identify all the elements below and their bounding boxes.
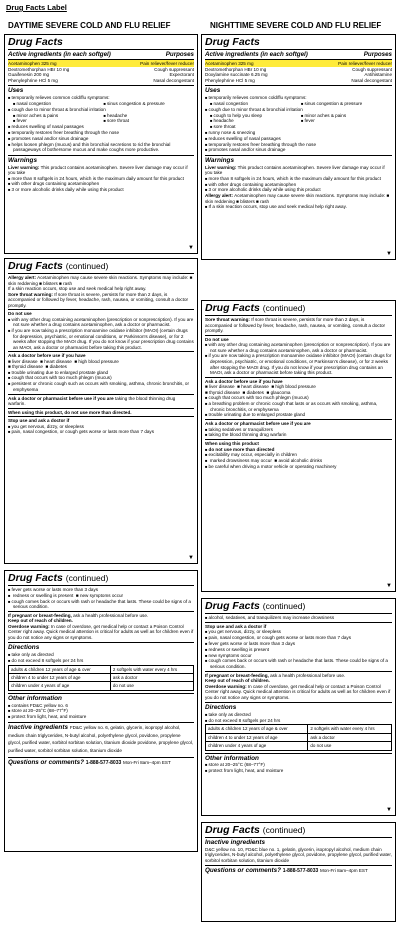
ingredient-purpose: Pain reliever/fever reducer xyxy=(140,61,194,67)
keep-out-of-reach: Keep out of reach of children. xyxy=(205,678,270,684)
table-cell: 2 softgels with water every 4 hrs xyxy=(308,725,392,733)
active-heading: Active ingredients (in each softgel) xyxy=(205,51,308,59)
list-item: ■ runny nose & sneezing xyxy=(205,130,392,136)
list-item: ■ new symptoms occur xyxy=(205,653,392,659)
heading-text: Drug Facts xyxy=(205,824,260,836)
inactive-heading xyxy=(8,722,194,755)
list-item: ■ promotes nasal and/or sinus drainage xyxy=(205,147,392,153)
ingredient-name: Dextromethorphan HBr 10 mg xyxy=(205,66,267,72)
active-ingredients-header xyxy=(205,51,392,58)
ingredient-purpose: Cough suppressant xyxy=(352,66,392,72)
list-item: ■ nasal congestion xyxy=(210,101,301,107)
uses-heading: Uses xyxy=(205,85,392,95)
directions-heading: Directions xyxy=(8,642,194,652)
questions-line xyxy=(8,757,194,767)
warnings-heading: Warnings xyxy=(205,155,392,165)
list-item: ■ nasal congestion xyxy=(13,101,104,107)
ask-doctor-row: ■ thyroid disease ■ diabetes xyxy=(8,364,67,370)
ingredient-purpose: Nasal decongestant xyxy=(351,77,392,83)
page-title: Drug Facts Label xyxy=(6,3,67,12)
list-item: ■ cough to help you sleep xyxy=(210,113,301,119)
ingredient-purpose: Nasal decongestant xyxy=(153,77,194,83)
pregnancy-warning xyxy=(8,611,194,619)
hours: Mon-Fri 8am–4pm EST xyxy=(123,759,171,765)
list-item: ■ excitability may occur, especially in children xyxy=(205,452,392,458)
uses-heading: Uses xyxy=(8,85,194,95)
hours: Mon-Fri 8am–4pm EST xyxy=(320,868,368,874)
table-cell: children under 4 years of age xyxy=(206,742,308,750)
purposes-heading: Purposes xyxy=(363,51,392,59)
list-item: ■ store at 20–25°C (68–77°F) xyxy=(205,762,392,768)
drug-facts-heading: Drug Facts xyxy=(8,37,194,50)
continued-label: (continued) xyxy=(65,261,109,271)
active-ingredients-header xyxy=(8,51,194,58)
sore-throat-label: Sore throat warning: xyxy=(205,317,250,323)
ingredient-purpose: Cough suppressant xyxy=(154,66,194,72)
inactive-heading-text: Inactive ingredients xyxy=(8,723,69,731)
condition: diabetes xyxy=(246,389,264,395)
symptom: rash xyxy=(63,280,73,286)
list-item: ■ 3 or more alcoholic drinks daily while using this product xyxy=(8,187,194,193)
list-item: ■ promotes nasal and/or sinus drainage xyxy=(8,136,194,142)
dosing-table xyxy=(8,665,194,691)
condition: heart disease xyxy=(241,384,269,390)
list-item: ■ minor aches & pains xyxy=(301,113,392,119)
list-item: ■ take only as directed xyxy=(205,712,392,718)
continued-arrow-icon: ▼ xyxy=(386,583,392,589)
list-item: ■ protect from light, heat, and moisture xyxy=(205,768,392,774)
ingredient-name: Dextromethorphan HBr 10 mg xyxy=(8,66,70,72)
ingredient-row xyxy=(8,78,194,84)
list-item: ■ alcohol, sedatives, and tranquilizers may increase drowsiness xyxy=(205,615,392,621)
list-item: ■ headache xyxy=(104,113,195,119)
list-item: ■ pain, nasal congestion, or cough gets worse or lasts more than 7 days xyxy=(205,635,392,641)
list-item: ■ with any other drug containing acetaminophen (prescription or nonprescription). If you are not sure whether a drug contains acetaminophen, ask a doctor or pharmacist. xyxy=(8,317,194,328)
list-item: ■ helps loosen phlegm (mucus) and thin bronchial secretions to rid the bronchial passageways of bothersome mucus and make coughs more productive. xyxy=(8,142,194,153)
drug-facts-heading xyxy=(8,573,194,586)
daytime-title: DAYTIME SEVERE COLD AND FLU RELIEF xyxy=(8,21,171,30)
list-item: ■ taking sedatives or tranquilizers xyxy=(205,427,392,433)
overdose-warning xyxy=(205,684,392,701)
ingredient-name: Acetaminophen 325 mg xyxy=(8,61,57,67)
allergy-symptoms: ■ skin reddening ■ blisters ■ rash xyxy=(8,275,193,286)
sore-throat-text: If sore throat is severe, persists for more than 2 days, is accompanied or followed by fever, headache, rash, nausea, or vomiting, consult a doctor promptly. xyxy=(8,291,189,308)
continued-label: (continued) xyxy=(65,573,109,583)
day-panel-2 xyxy=(4,258,198,564)
keep-out-of-reach: Keep out of reach of children. xyxy=(8,618,73,624)
other-info-heading: Other information xyxy=(8,693,194,703)
list-item: ■ be careful when driving a motor vehicle or operating machinery xyxy=(205,464,392,470)
list-item: ■ contains FD&C yellow no. 6 xyxy=(8,703,194,709)
list-item: ■ cough comes back or occurs with rash or headache that lasts. These could be signs of a serious condition. xyxy=(205,658,392,669)
heading-text: Drug Facts xyxy=(205,302,260,314)
table-row xyxy=(9,682,194,690)
night-panel-3 xyxy=(201,598,396,816)
stop-use-heading: Stop use and ask a doctor if xyxy=(205,622,392,630)
list-item: ■ fever xyxy=(13,118,104,124)
phone-number[interactable]: 1-888-577-8033 xyxy=(85,759,122,766)
other-info-heading: Other information xyxy=(205,753,392,763)
overdose-label: Overdose warning: xyxy=(8,623,50,629)
liver-warning-text: This product contains acetaminophen. Severe liver damage may occur if you take xyxy=(8,164,188,175)
list-item: ■ headache xyxy=(210,118,301,124)
uses-grid xyxy=(205,101,392,107)
list-item: ■ more than 8 softgels in 24 hours, which is the maximum daily amount for this product xyxy=(8,176,194,182)
allergy-label: Allergy alert: xyxy=(205,193,234,199)
pregnancy-text: ask a health professional before use. xyxy=(270,672,346,678)
uses-grid xyxy=(8,101,194,107)
list-item: ■ trouble urinating due to enlarged prostate gland xyxy=(8,370,194,376)
purposes-heading: Purposes xyxy=(165,51,194,59)
uses-grid xyxy=(205,113,392,130)
list-item: ■ redness or swelling is present xyxy=(205,647,392,653)
continued-label: (continued) xyxy=(262,825,306,835)
ingredient-row xyxy=(205,59,392,67)
ask-pharmacist-text: taking the blood thinning drug warfarin. xyxy=(8,395,176,406)
table-cell: children under 4 years of age xyxy=(9,682,111,690)
do-not-use-heading: Do not use xyxy=(205,335,392,343)
night-panel-2 xyxy=(201,300,396,592)
item-text: new symptoms occur xyxy=(79,592,124,598)
list-item: ■ temporarily restores freer breathing through the nose xyxy=(205,142,392,148)
list-item: ■ sore throat xyxy=(210,124,301,130)
inactive-heading: Inactive ingredients xyxy=(205,839,266,847)
list-item: ■ persistent or chronic cough such as occurs with smoking, asthma, chronic bronchitis, or emphysema xyxy=(8,381,194,392)
condition: heart disease xyxy=(44,358,72,364)
sore-throat-warning xyxy=(205,317,392,334)
list-item: ■ protect from light, heat, and moisture xyxy=(8,714,194,720)
stop-use-heading: Stop use and ask a doctor if xyxy=(8,416,194,424)
questions-label: Questions or comments? xyxy=(8,758,84,766)
overdose-warning xyxy=(8,624,194,641)
list-item: ■ marked drowsiness may occur ■ avoid alcoholic drinks xyxy=(205,458,392,464)
continued-arrow-icon: ▼ xyxy=(188,555,194,561)
list-item: ■ fever gets worse or lasts more than 3 days xyxy=(205,641,392,647)
inactive-text: D&C yellow no. 10, FD&C blue no. 1, gelatin, glycerin, isopropyl alcohol, medium chain triglycerides, N-butyl alcohol, polyethylene glycol, povidone, propylene glycol, purified water, sorbitol sorbitan solution, titanium dioxide xyxy=(205,846,392,863)
condition: diabetes xyxy=(49,364,67,370)
questions-label: Questions or comments? xyxy=(205,867,281,875)
list-item: ■ do not exceed 8 softgels per 24 hrs xyxy=(8,658,194,664)
list-item: ■ do not exceed 8 softgels per 24 hrs xyxy=(205,718,392,724)
condition: glaucoma xyxy=(270,389,291,395)
table-row xyxy=(206,733,392,741)
ask-pharmacist xyxy=(8,394,194,407)
condition: liver disease xyxy=(209,384,235,390)
ingredient-row xyxy=(8,59,194,67)
list-item: ■ temporarily relieves common cold/flu symptoms: xyxy=(205,95,392,101)
item-text: marked drowsiness may occur xyxy=(209,458,272,464)
liver-warning-label: Liver warning: xyxy=(205,164,237,170)
active-heading: Active ingredients (in each softgel) xyxy=(8,51,111,59)
list-item: ■ if you are now taking a prescription monoamine oxidase inhibitor (MAOI) (certain drugs for depression, psychiatric, or emotional conditions, or Parkinson's disease), or for 2 weeks after stopping the MAOI drug. If you do not know if your prescription drug contains an MAOI, ask a doctor or pharmacist before taking this product. xyxy=(205,353,392,375)
table-cell: ask a doctor xyxy=(308,733,392,741)
ingredient-name: Guaifenesin 200 mg xyxy=(8,72,50,78)
ingredient-purpose: Expectorant xyxy=(169,72,194,78)
allergy-text: Acetaminophen may cause severe skin reactions. Symptoms may include: xyxy=(37,275,189,281)
ask-doctor-heading: Ask a doctor before use if you have xyxy=(8,351,194,359)
condition: thyroid disease xyxy=(12,364,43,370)
symptom: skin reddening xyxy=(205,198,235,204)
continued-arrow-icon: ▼ xyxy=(386,251,392,257)
heading-text: Drug Facts xyxy=(8,260,63,272)
night-panel-4 xyxy=(201,822,396,922)
symptom: skin reddening xyxy=(8,280,38,286)
list-item: ■ cough due to minor throat & bronchial irritation xyxy=(205,107,392,113)
list-item: ■ trouble urinating due to enlarged prostate gland xyxy=(205,412,392,418)
ingredient-name: Doxylamine succinate 6.25 mg xyxy=(205,72,268,78)
night-panel-1 xyxy=(201,34,396,260)
list-item: ■ reduces swelling of nasal passages xyxy=(8,124,194,130)
condition: high blood pressure xyxy=(78,358,119,364)
pregnancy-label: If pregnant or breast-feeding, xyxy=(8,612,72,618)
table-cell: do not use xyxy=(308,742,392,750)
pregnancy-text: ask a health professional before use. xyxy=(73,612,149,618)
table-row xyxy=(206,742,392,750)
liver-warning-label: Liver warning: xyxy=(8,164,40,170)
list-item: ■ cough that occurs with too much phlegm (mucus) xyxy=(8,375,194,381)
table-row xyxy=(206,725,392,733)
table-cell: adults & children 12 years of age & over xyxy=(9,665,111,673)
when-using-heading: When using this product xyxy=(205,439,392,447)
questions-line xyxy=(205,865,392,875)
when-using-heading: When using this product, do not use more than directed. xyxy=(8,408,194,416)
list-item: ■ take only as directed xyxy=(8,652,194,658)
condition: high blood pressure xyxy=(275,384,316,390)
ingredient-name: Phenylephrine HCl 5 mg xyxy=(8,77,58,83)
symptom: rash xyxy=(260,198,270,204)
ask-doctor-row: ■ liver disease ■ heart disease ■ high blood pressure xyxy=(205,384,316,390)
list-item: ■ with other drugs containing acetaminophen xyxy=(205,182,392,188)
overdose-label: Overdose warning: xyxy=(205,683,247,689)
drug-facts-heading xyxy=(205,825,392,838)
item-text: avoid alcoholic drinks xyxy=(278,458,323,464)
continued-arrow-icon: ▼ xyxy=(188,245,194,251)
ask-doctor-row: ■ liver disease ■ heart disease ■ high blood pressure xyxy=(8,358,119,364)
pregnancy-warning xyxy=(205,671,392,679)
list-item: ■ temporarily restores freer breathing through the nose xyxy=(8,130,194,136)
sore-throat-warning xyxy=(8,292,194,309)
dosing-table xyxy=(205,724,392,750)
list-item: ■ If a skin reaction occurs, stop use and seek medical help right away. xyxy=(205,204,392,210)
list-item: ■ fever xyxy=(301,118,392,124)
drug-facts-heading xyxy=(205,303,392,316)
list-item: ■ sinus congestion & pressure xyxy=(104,101,195,107)
list-item: ■ taking the blood thinning drug warfarin xyxy=(205,432,392,438)
liver-warning xyxy=(205,165,392,176)
condition: thyroid disease xyxy=(209,389,240,395)
heading-text: Drug Facts xyxy=(205,600,260,612)
list-item: ■ 3 or more alcoholic drinks daily while using this product xyxy=(205,187,392,193)
allergy-text: Acetaminophen may cause severe skin reactions. Symptoms may include: xyxy=(234,193,386,199)
sore-throat-label: Sore throat warning: xyxy=(8,291,53,297)
condition: liver disease xyxy=(12,358,38,364)
inactive-text: FD&C yellow no. 6, gelatin, glycerin, isopropyl alcohol, medium chain triglycerides, N-butyl alcohol, polyethylene glycol, povidone, propylene glycol, purified water, sorbitol sorbitan solution, titanium dioxide povidone, propylene glycol, purified water, sorbitol sorbitan solution, titanium dioxide xyxy=(8,724,194,753)
ask-pharmacist-label: Ask a doctor or pharmacist before use if you are xyxy=(8,395,114,401)
list-item: ■ cough that occurs with too much phlegm (mucus) xyxy=(205,395,392,401)
list-item: ■ reduces swelling of nasal passages xyxy=(205,136,392,142)
table-cell: adults & children 12 years of age & over xyxy=(206,725,308,733)
allergy-alert xyxy=(8,275,194,286)
table-row xyxy=(9,674,194,682)
day-panel-3 xyxy=(4,570,198,852)
overdose-text: In case of overdose, get medical help or contact a Poison Control Center right away. Quick medical attention is critical for adults as well as for children even if you do not notice any signs or symptoms. xyxy=(205,683,391,700)
continued-arrow-icon: ▼ xyxy=(386,807,392,813)
ingredient-purpose: Antihistamine xyxy=(364,72,392,78)
table-cell: children 4 to under 12 years of age xyxy=(206,733,308,741)
ingredient-purpose: Pain reliever/fever reducer xyxy=(338,61,392,67)
list-item: ■ sinus congestion & pressure xyxy=(301,101,392,107)
day-panel-1 xyxy=(4,34,198,254)
symptom: blisters xyxy=(43,280,58,286)
list-item: ■ with any other drug containing acetaminophen (prescription or nonprescription). If you are not sure whether a drug contains acetaminophen, ask a doctor or pharmacist. xyxy=(205,342,392,353)
continued-label: (continued) xyxy=(262,601,306,611)
list-item: ■ cough due to minor throat & bronchial irritation xyxy=(8,107,194,113)
ingredient-row xyxy=(205,78,392,84)
list-item: ■ more than 8 softgels in 24 hours, which is the maximum daily amount for this product xyxy=(205,176,392,182)
allergy-after: If a skin reaction occurs, stop use and seek medical help right away. xyxy=(8,286,147,292)
table-row xyxy=(9,665,194,673)
liver-warning xyxy=(8,165,194,176)
allergy-label: Allergy alert: xyxy=(8,275,37,281)
item-text: redness or swelling is present xyxy=(12,592,74,598)
liver-warning-text: This product contains acetaminophen. Severe liver damage may occur if you take xyxy=(205,164,385,176)
ingredient-name: Acetaminophen 325 mg xyxy=(205,61,254,67)
continued-label: (continued) xyxy=(262,303,306,313)
list-item: ■ do not use more than directed xyxy=(205,447,392,453)
allergy-alert: Allergy alert: Acetaminophen may cause severe skin reactions. Symptoms may include: ■ skin reddening ■ blisters ■ rash xyxy=(205,193,390,204)
list-item: ■ pain, nasal congestion, or cough gets worse or lasts more than 7 days xyxy=(8,429,194,435)
phone-number[interactable]: 1-888-577-8033 xyxy=(282,868,319,875)
heading-text: Drug Facts xyxy=(8,572,63,584)
table-cell: do not use xyxy=(110,682,193,690)
ask-doctor-heading: Ask a doctor before use if you have xyxy=(205,377,392,385)
list-item: ■ store at 20–25°C (68–77°F) xyxy=(8,708,194,714)
list-item: ■ a breathing problem or chronic cough that lasts or as occurs with smoking, asthma, chronic bronchitis, or emphysema xyxy=(205,401,392,412)
list-item: ■ you get nervous, dizzy, or sleepless xyxy=(205,629,392,635)
ask-doctor-row: ■ thyroid disease ■ diabetes ■ glaucoma xyxy=(205,389,291,395)
uses-grid xyxy=(8,113,194,125)
ingredient-name: Phenylephrine HCl 5 mg xyxy=(205,77,255,83)
table-cell: children 4 to under 12 years of age xyxy=(9,674,111,682)
list-item: ■ redness or swelling is present ■ new symptoms occur xyxy=(8,593,194,599)
list-item: ■ sore throat xyxy=(104,118,195,124)
list-item: ■ cough comes back or occurs with rash or headache that lasts. These could be signs of a serious condition. xyxy=(8,599,194,610)
drug-facts-heading xyxy=(205,601,392,614)
overdose-text: In case of overdose, get medical help or contact a Poison Control Center right away. Quick medical attention is critical for adults as well as for children even if you do not notice any signs or symptoms. xyxy=(8,623,194,640)
list-item: ■ minor aches & pains xyxy=(13,113,104,119)
drug-facts-heading xyxy=(8,261,194,274)
nighttime-title: NIGHTTIME SEVERE COLD AND FLU RELIEF xyxy=(210,21,382,30)
list-item: ■ fever gets worse or lasts more than 3 days xyxy=(8,587,194,593)
symptom: blisters xyxy=(240,198,255,204)
list-item: ■ temporarily relieves common cold/flu symptoms: xyxy=(8,95,194,101)
drug-facts-heading: Drug Facts xyxy=(205,37,392,50)
directions-heading: Directions xyxy=(205,702,392,712)
list-item: ■ if you are now taking a prescription monoamine oxidase inhibitor (MAOI) (certain drugs for depression, psychiatric, or emotional conditions, or Parkinson's disease), or for 2 weeks after stopping the MAOI drug. If you do not know if your prescription drug contains an MAOI, ask a doctor or pharmacist before taking this product. xyxy=(8,328,194,350)
sore-throat-text: If sore throat is severe, persists for more than 2 days, is accompanied or followed by fever, headache, rash, nausea, or vomiting, consult a doctor promptly. xyxy=(205,317,386,334)
warnings-heading: Warnings xyxy=(8,155,194,165)
do-not-use-heading: Do not use xyxy=(8,309,194,317)
table-cell: 2 softgels with water every 4 hrs xyxy=(110,665,193,673)
ask-pharmacist-heading: Ask a doctor or pharmacist before use if you are xyxy=(205,419,392,427)
list-item: ■ with other drugs containing acetaminophen xyxy=(8,181,194,187)
list-item: ■ you get nervous, dizzy, or sleepless xyxy=(8,424,194,430)
pregnancy-label: If pregnant or breast-feeding, xyxy=(205,672,269,678)
table-cell: ask a doctor xyxy=(110,674,193,682)
